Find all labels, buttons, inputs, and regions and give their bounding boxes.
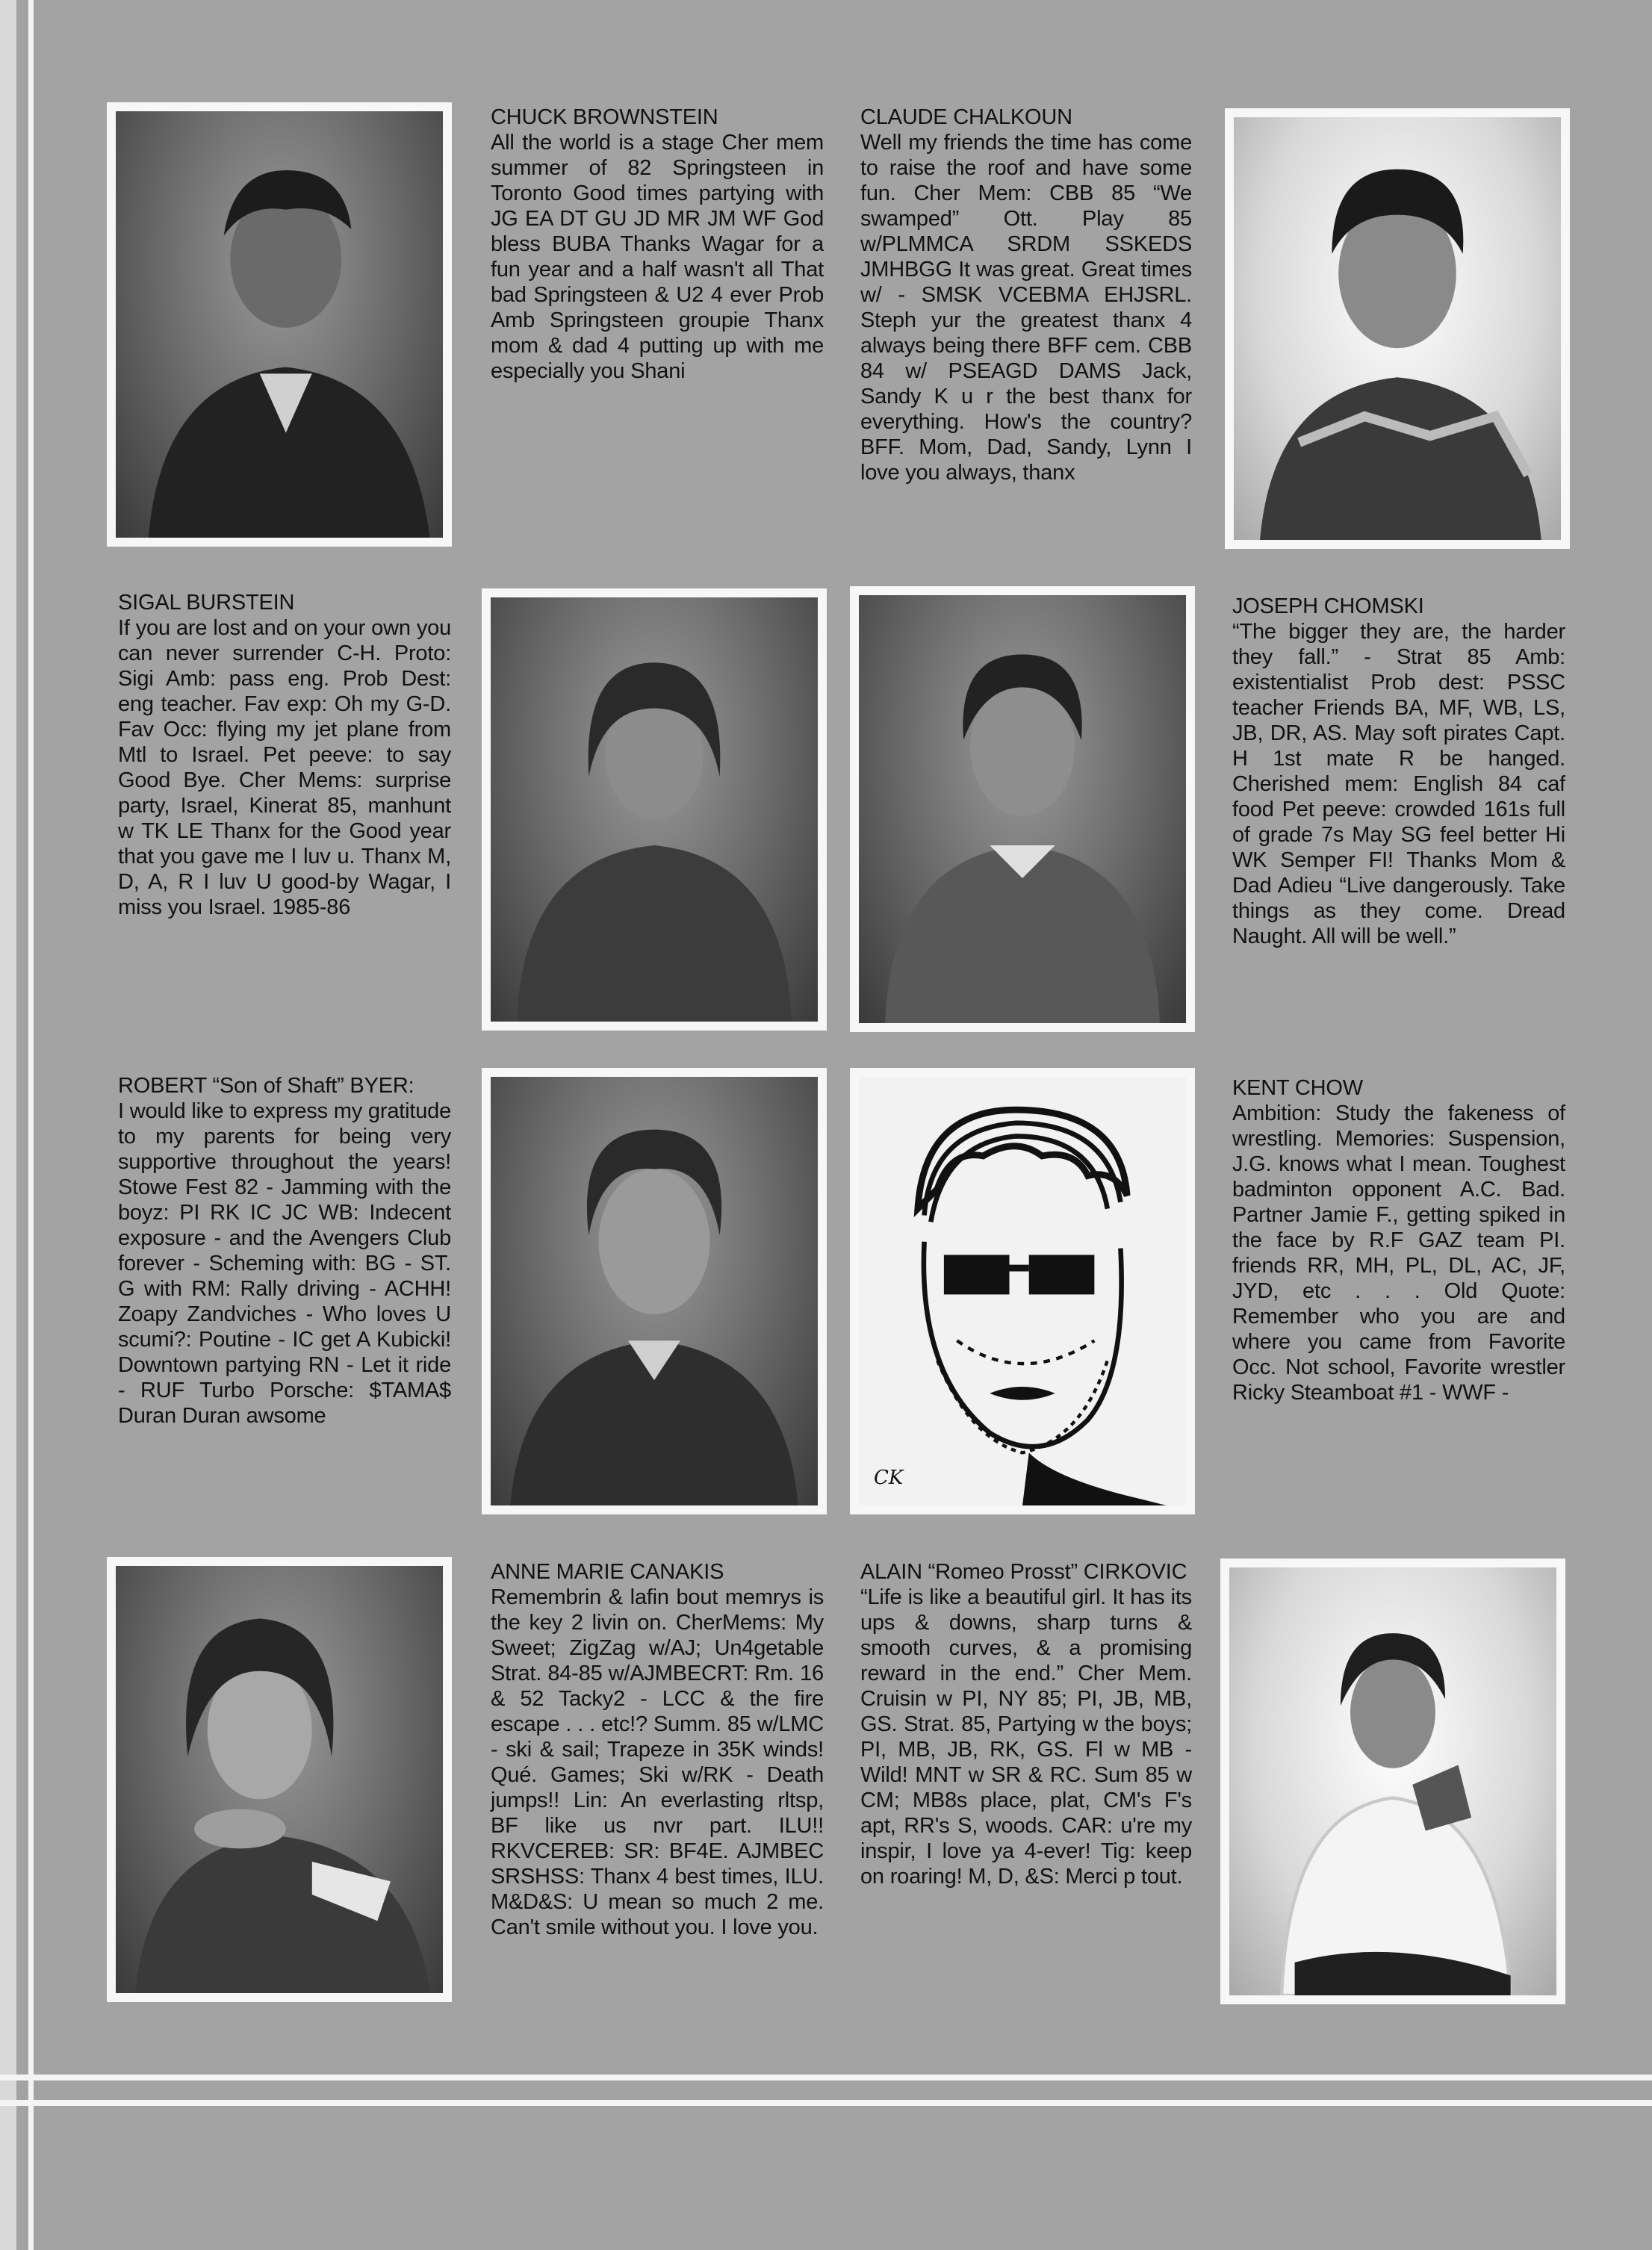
student-name: CLAUDE CHALKOUN bbox=[860, 105, 1072, 129]
student-name: ROBERT “Son of Shaft” BYER: bbox=[118, 1074, 414, 1098]
student-bio: Remembrin & lafin bout memrys is the key 2 livin on. CherMems: My Sweet; ZigZag w/AJ; Un4getable Strat. 84-85 w/AJMBECRT: Rm. 16 & 52 Tacky2 - LCC & the fire escape . . . etc!? Summ. 85 w/LMC - ski & sail; Trapeze in 35K winds! Qué. Games; Ski w/RK - Death jumps!! Lin: An everlasting rltsp, BF like us nvr part. ILU!! RKVCEREB: SR: BF4E. AJMBEC SRSHSS: Thanx 4 best times, ILU. M&D&S: U mean so much 2 me. Can't smile without you. I love you. bbox=[491, 1585, 824, 1939]
photo-claude-chalkoun bbox=[1225, 108, 1570, 549]
photo-chuck-brownstein bbox=[107, 102, 452, 547]
student-name: ANNE MARIE CANAKIS bbox=[491, 1560, 724, 1584]
photo-joseph-chomski bbox=[850, 586, 1195, 1032]
bottom-rule-2 bbox=[0, 2100, 1652, 2106]
left-rule bbox=[28, 0, 34, 2250]
photo-sigal-burstein bbox=[482, 588, 827, 1031]
bio-robert-byer bbox=[118, 1073, 451, 1429]
sketch-signature: CK bbox=[874, 1467, 904, 1489]
student-name: JOSEPH CHOMSKI bbox=[1232, 594, 1424, 618]
student-name: CHUCK BROWNSTEIN bbox=[491, 105, 718, 129]
student-name: ALAIN “Romeo Prosst” CIRKOVIC bbox=[860, 1560, 1187, 1584]
bottom-rule-1 bbox=[0, 2075, 1652, 2080]
bio-joseph-chomski bbox=[1232, 594, 1565, 949]
student-bio: All the world is a stage Cher mem summer of 82 Springsteen in Toronto Good times partying with JG EA DT GU JD MR JM WF God bless BUBA Thanks Wagar for a fun year and a half wasn't all That bad Springsteen & U2 4 ever Prob Amb Springsteen groupie Thanx mom & dad 4 putting up with me especially you Shani bbox=[491, 131, 824, 383]
student-bio: Well my friends the time has come to raise the roof and have some fun. Cher Mem: CBB 85 “We swamped” Ott. Play 85 w/PLMMCA SRDM SSKEDS JMHBGG It was great. Great times w/ - SMSK VCEBMA EHJSRL. Steph yur the greatest thanx 4 always being there BFF cem. CBB 84 w/ PSEAGD DAMS Jack, Sandy K u r the best thanx for everything. How's the country? BFF. Mom, Dad, Sandy, Lynn I love you always, thanx bbox=[860, 131, 1192, 485]
bio-claude-chalkoun bbox=[860, 105, 1192, 485]
bio-chuck-brownstein bbox=[491, 105, 824, 384]
student-bio: If you are lost and on your own you can never surrender C-H. Proto: Sigi Amb: pass eng. Prob Dest: eng teacher. Fav exp: Oh my G-D. Fav Occ: flying my jet plane from Mtl to Israel. Pet peeve: to say Good Bye. Cher Mems: surprise party, Israel, Kinerat 85, manhunt w TK LE Thanx for the Good year that you gave me I luv u. Thanx M, D, A, R I luv U good-by Wagar, I miss you Israel. 1985-86 bbox=[118, 616, 451, 919]
photo-robert-byer bbox=[482, 1068, 827, 1514]
student-bio: “The bigger they are, the harder they fall.” - Strat 85 Amb: existentialist Prob dest: PSSC teacher Friends BA, MF, WB, LS, JB, DR, AS. May soft pirates Capt. H 1st mate R be hanged. Cherished mem: English 84 caf food Pet peeve: crowded 161s full of grade 7s May SG feel better Hi WK Semper FI! Thanks Mom & Dad Adieu “Live dangerously. Take things as they come. Dread Naught. All will be well.” bbox=[1232, 620, 1565, 948]
student-bio: I would like to express my gratitude to my parents for being very supportive throughout the years! Stowe Fest 82 - Jamming with the boyz: PI RK IC JC WB: Indecent exposure - and the Avengers Club forever - Scheming with: BG - ST. G with RM: Rally driving - ACHH! Zoapy Zandviches - Who loves U scumi?: Poutine - IC get A Kubicki! Downtown partying RN - Let it ride - RUF Turbo Porsche: $TAMA$ Duran Duran awsome bbox=[118, 1099, 451, 1428]
student-name: KENT CHOW bbox=[1232, 1076, 1363, 1100]
photo-anne-marie-canakis bbox=[107, 1557, 452, 2002]
bio-kent-chow bbox=[1232, 1075, 1565, 1405]
student-bio: Ambition: Study the fakeness of wrestling. Memories: Suspension, J.G. knows what I mean. Toughest badminton opponent A.C. Bad. Partner Jamie F., getting spiked in the face by R.F GAZ team PI. friends RR, MH, PL, DL, AC, JF, JYD, etc . . . Old Quote: Remember who you are and where you came from Favorite Occ. Not school, Favorite wrestler Ricky Steamboat #1 - WWF - bbox=[1232, 1101, 1565, 1405]
bio-alain-cirkovic bbox=[860, 1559, 1192, 1889]
student-name: SIGAL BURSTEIN bbox=[118, 591, 295, 615]
student-bio: “Life is like a beautiful girl. It has its ups & downs, sharp turns & smooth curves, & a promising reward in the end.” Cher Mem. Cruisin w PI, NY 85; PI, JB, MB, GS. Strat. 85, Partying w the boys; PI, MB, JB, RK, GS. Fl w MB - Wild! MNT w SR & RC. Sum 85 w CM; MB8s place, plat, CM's F's apt, RR's S, woods. CAR: u're my inspir, I love ya 4-ever! Tig: keep on roaring! M, D, &S: Merci p tout. bbox=[860, 1585, 1192, 1889]
bio-anne-marie-canakis bbox=[491, 1559, 824, 1940]
photo-alain-cirkovic bbox=[1220, 1558, 1565, 2004]
photo-kent-chow-sketch bbox=[850, 1068, 1195, 1514]
page-edge bbox=[0, 0, 16, 2250]
bio-sigal-burstein bbox=[118, 590, 451, 920]
